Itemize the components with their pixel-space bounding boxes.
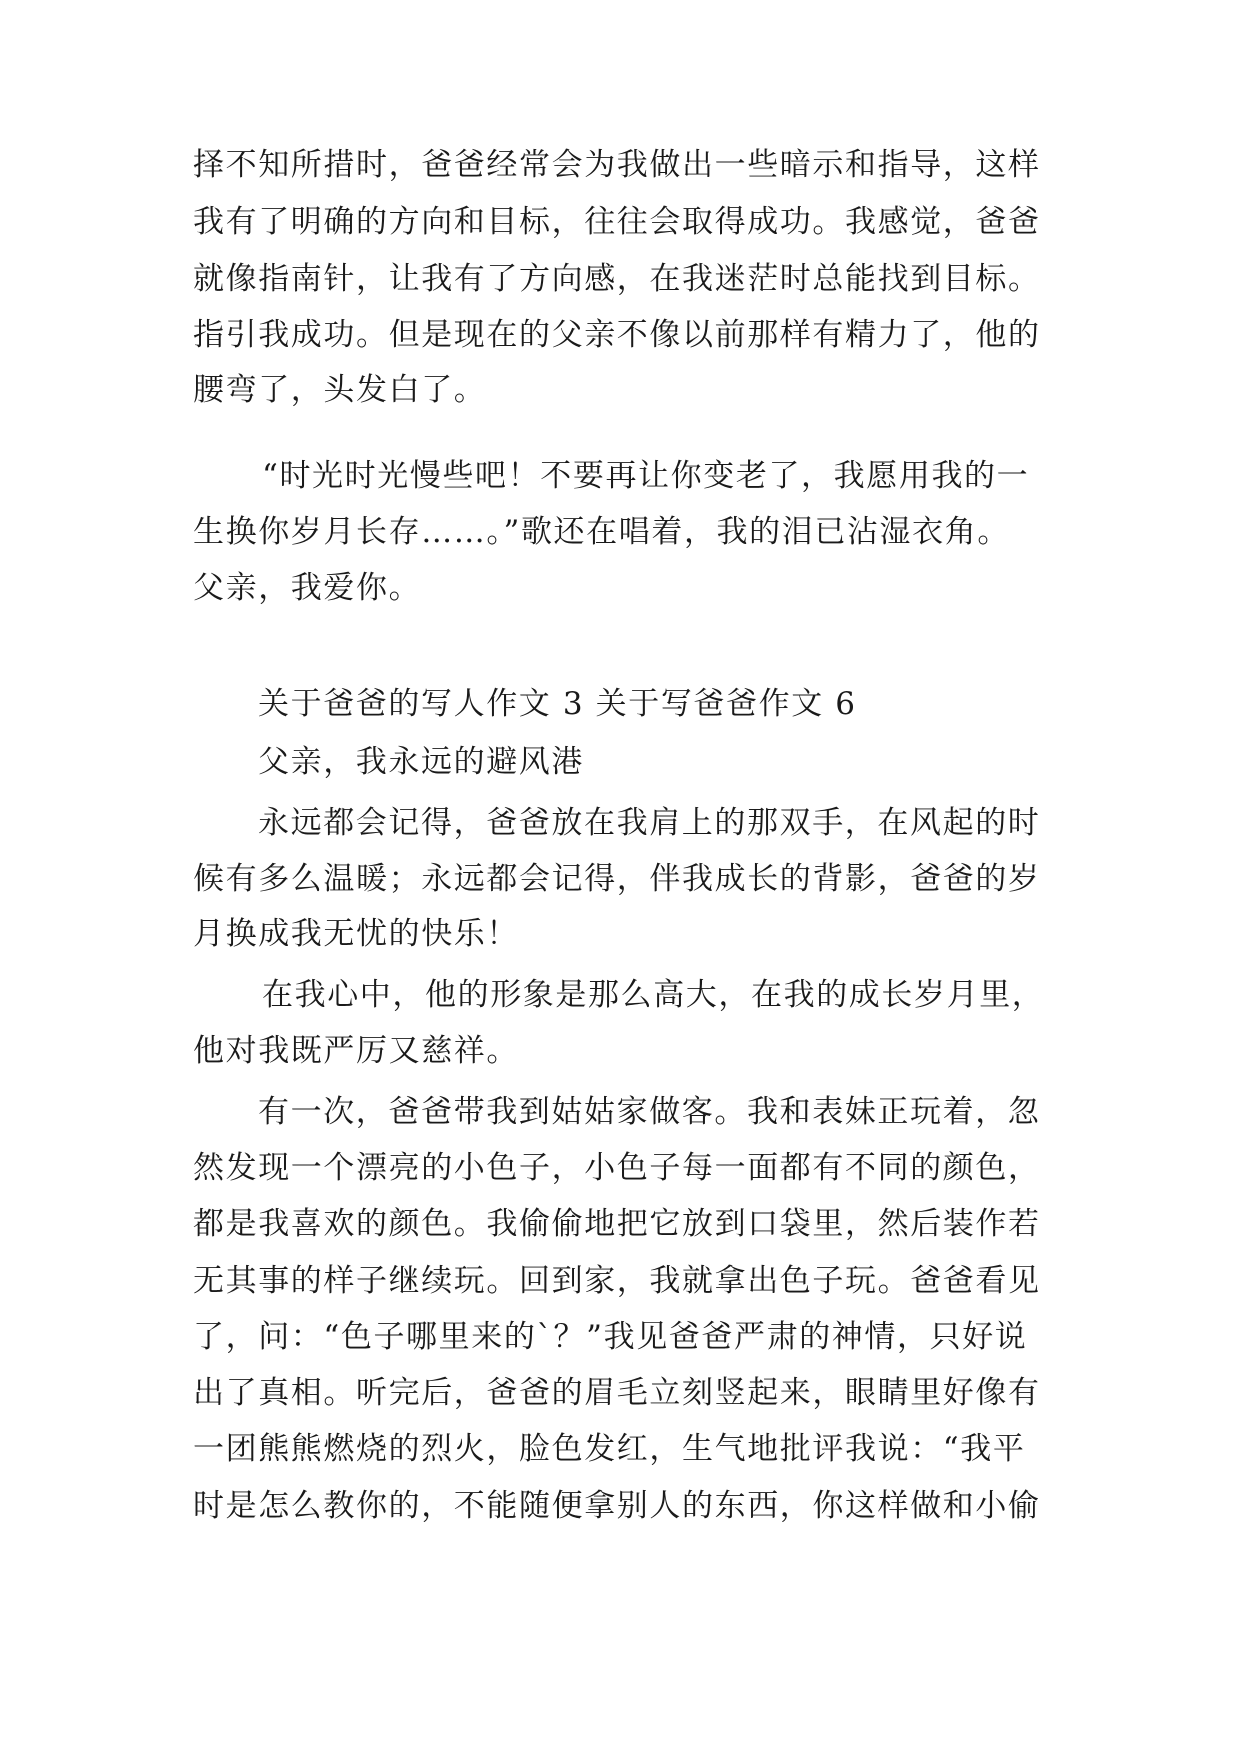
text-line: 他对我既严厉又慈祥。 (193, 1033, 519, 1069)
text-line: 指引我成功。但是现在的父亲不像以前那样有精力了，他的 (193, 317, 1041, 353)
text-line: 都是我喜欢的颜色。我偷偷地把它放到口袋里，然后装作若 (193, 1206, 1041, 1242)
text-line: 就像指南针，让我有了方向感，在我迷茫时总能找到目标。 (193, 261, 1041, 297)
text-line: 然发现一个漂亮的小色子，小色子每一面都有不同的颜色， (193, 1150, 1041, 1186)
text-line: 候有多么温暖；永远都会记得，伴我成长的背影，爸爸的岁 (193, 861, 1041, 897)
text-line: 在我心中，他的形象是那么高大，在我的成长岁月里， (262, 977, 1045, 1013)
text-line: 时是怎么教你的，不能随便拿别人的东西，你这样做和小偷 (193, 1488, 1041, 1524)
text-line: 生换你岁月长存……。”歌还在唱着，我的泪已沾湿衣角。 (193, 514, 1010, 550)
section-subtitle: 父亲，我永远的避风港 (258, 744, 584, 780)
text-line: 出了真相。听完后，爸爸的眉毛立刻竖起来，眼睛里好像有 (193, 1375, 1041, 1411)
section-heading: 关于爸爸的写人作文 3 关于写爸爸作文 6 (258, 686, 857, 722)
text-line: 永远都会记得，爸爸放在我肩上的那双手，在风起的时 (258, 805, 1041, 841)
text-line: 择不知所措时，爸爸经常会为我做出一些暗示和指导，这样 (193, 147, 1041, 183)
text-line: 月换成我无忧的快乐！ (193, 916, 519, 952)
text-line: “时光时光慢些吧！不要再让你变老了，我愿用我的一 (262, 458, 1030, 494)
text-line: 我有了明确的方向和目标，往往会取得成功。我感觉，爸爸 (193, 204, 1041, 240)
text-line: 一团熊熊燃烧的烈火，脸色发红，生气地批评我说：“我平 (193, 1431, 1026, 1467)
text-line: 父亲，我爱你。 (193, 570, 422, 606)
text-line: 腰弯了，头发白了。 (193, 372, 487, 408)
text-line: 无其事的样子继续玩。回到家，我就拿出色子玩。爸爸看见 (193, 1263, 1041, 1299)
text-line: 了，问：“色子哪里来的`？”我见爸爸严肃的神情，只好说 (193, 1319, 1028, 1355)
text-line: 有一次，爸爸带我到姑姑家做客。我和表妹正玩着，忽 (258, 1094, 1041, 1130)
